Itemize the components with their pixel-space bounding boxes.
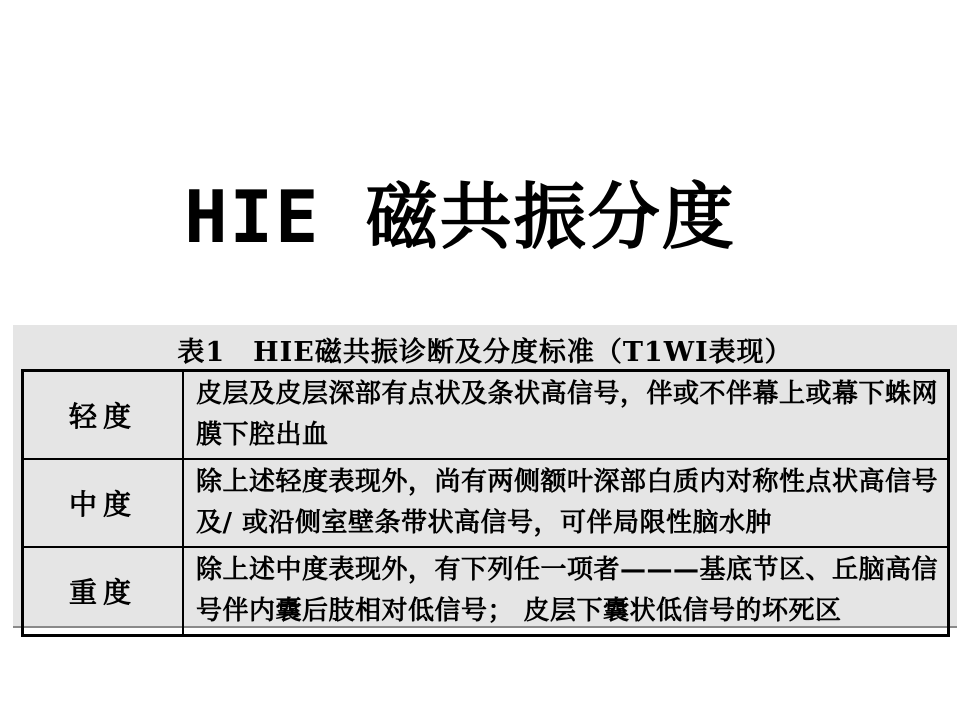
description-cell: 除上述轻度表现外，尚有两侧额叶深部白质内对称性点状高信号及/ 或沿侧室壁条带状高信号，可伴局限性脑水肿 — [183, 459, 949, 547]
table-panel — [13, 325, 957, 628]
table-caption: 表1 HIE磁共振诊断及分度标准（T1WI表现） — [177, 337, 793, 368]
grade-cell: 轻度 — [23, 371, 184, 460]
table-row — [23, 547, 949, 636]
description-cell: 除上述中度表现外，有下列任一项者———基底节区、丘脑高信号伴内囊后肢相对低信号； 皮层下囊状低信号的坏死区 — [183, 547, 949, 636]
page-title: HIE 磁共振分度 — [184, 175, 736, 259]
description-cell: 皮层及皮层深部有点状及条状高信号，伴或不伴幕上或幕下蛛网膜下腔出血 — [183, 371, 949, 460]
grade-cell: 中度 — [23, 459, 184, 547]
table-row — [23, 459, 949, 547]
table-row — [23, 371, 949, 460]
grading-table — [21, 369, 950, 637]
grade-cell: 重度 — [23, 547, 184, 636]
